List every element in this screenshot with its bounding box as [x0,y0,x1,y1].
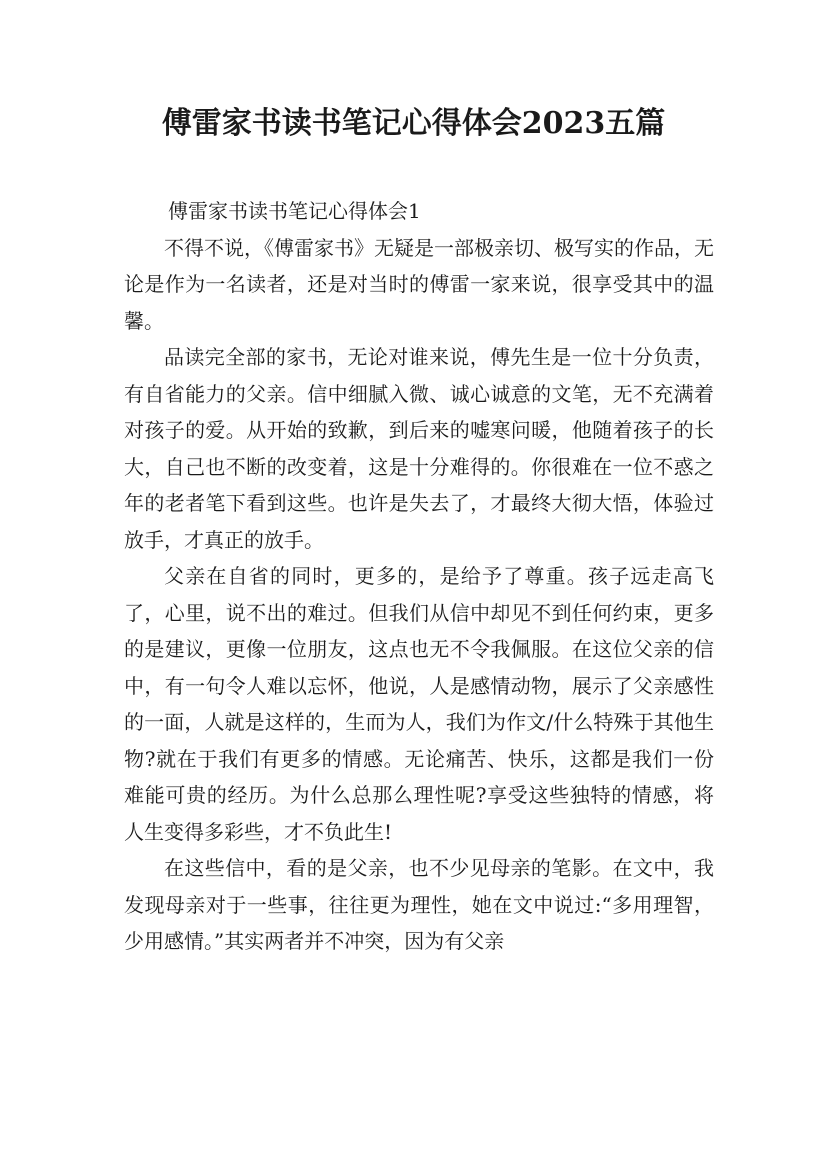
section-heading: 傅雷家书读书笔记心得体会1 [168,199,421,223]
paragraph-1: 不得不说，《傅雷家书》无疑是一部极亲切、极写实的作品，无论是作为一名读者，还是对当时的傅雷一家来说，很享受其中的温馨。 [124,235,714,333]
document-title: 傅雷家书读书笔记心得体会2023五篇 [161,106,666,141]
paragraph-4: 在这些信中，看的是父亲，也不少见母亲的笔影。在文中，我发现母亲对于一些事，往往更为理性，她在文中说过:“多用理智，少用感情。”其实两者并不冲突，因为有父亲 [124,856,714,953]
paragraph-2: 品读完全部的家书，无论对谁来说，傅先生是一位十分负责，有自省能力的父亲。信中细腻入微、诚心诚意的文笔，无不充满着对孩子的爱。从开始的致歉，到后来的嘘寒问暖，他随着孩子的长大，自己也不断的改变着，这是十分难得的。你很难在一位不惑之年的老者笔下看到这些。也许是失去了，才最终大彻大悟，体验过放手，才真正的放手。 [124,345,714,552]
paragraph-3: 父亲在自省的同时，更多的，是给予了尊重。孩子远走高飞了，心里，说不出的难过。但我们从信中却见不到任何约束，更多的是建议，更像一位朋友，这点也无不令我佩服。在这位父亲的信中，有一句令人难以忘怀，他说，人是感情动物，展示了父亲感性的一面，人就是这样的，生而为人，我们为作文/什么特殊于其他生物?就在于我们有更多的情感。无论痛苦、快乐，这都是我们一份难能可贵的经历。为什么总那么理性呢?享受这些独特的情感，将人生变得多彩些，才不负此生! [124,564,714,844]
document-body [124,193,714,960]
